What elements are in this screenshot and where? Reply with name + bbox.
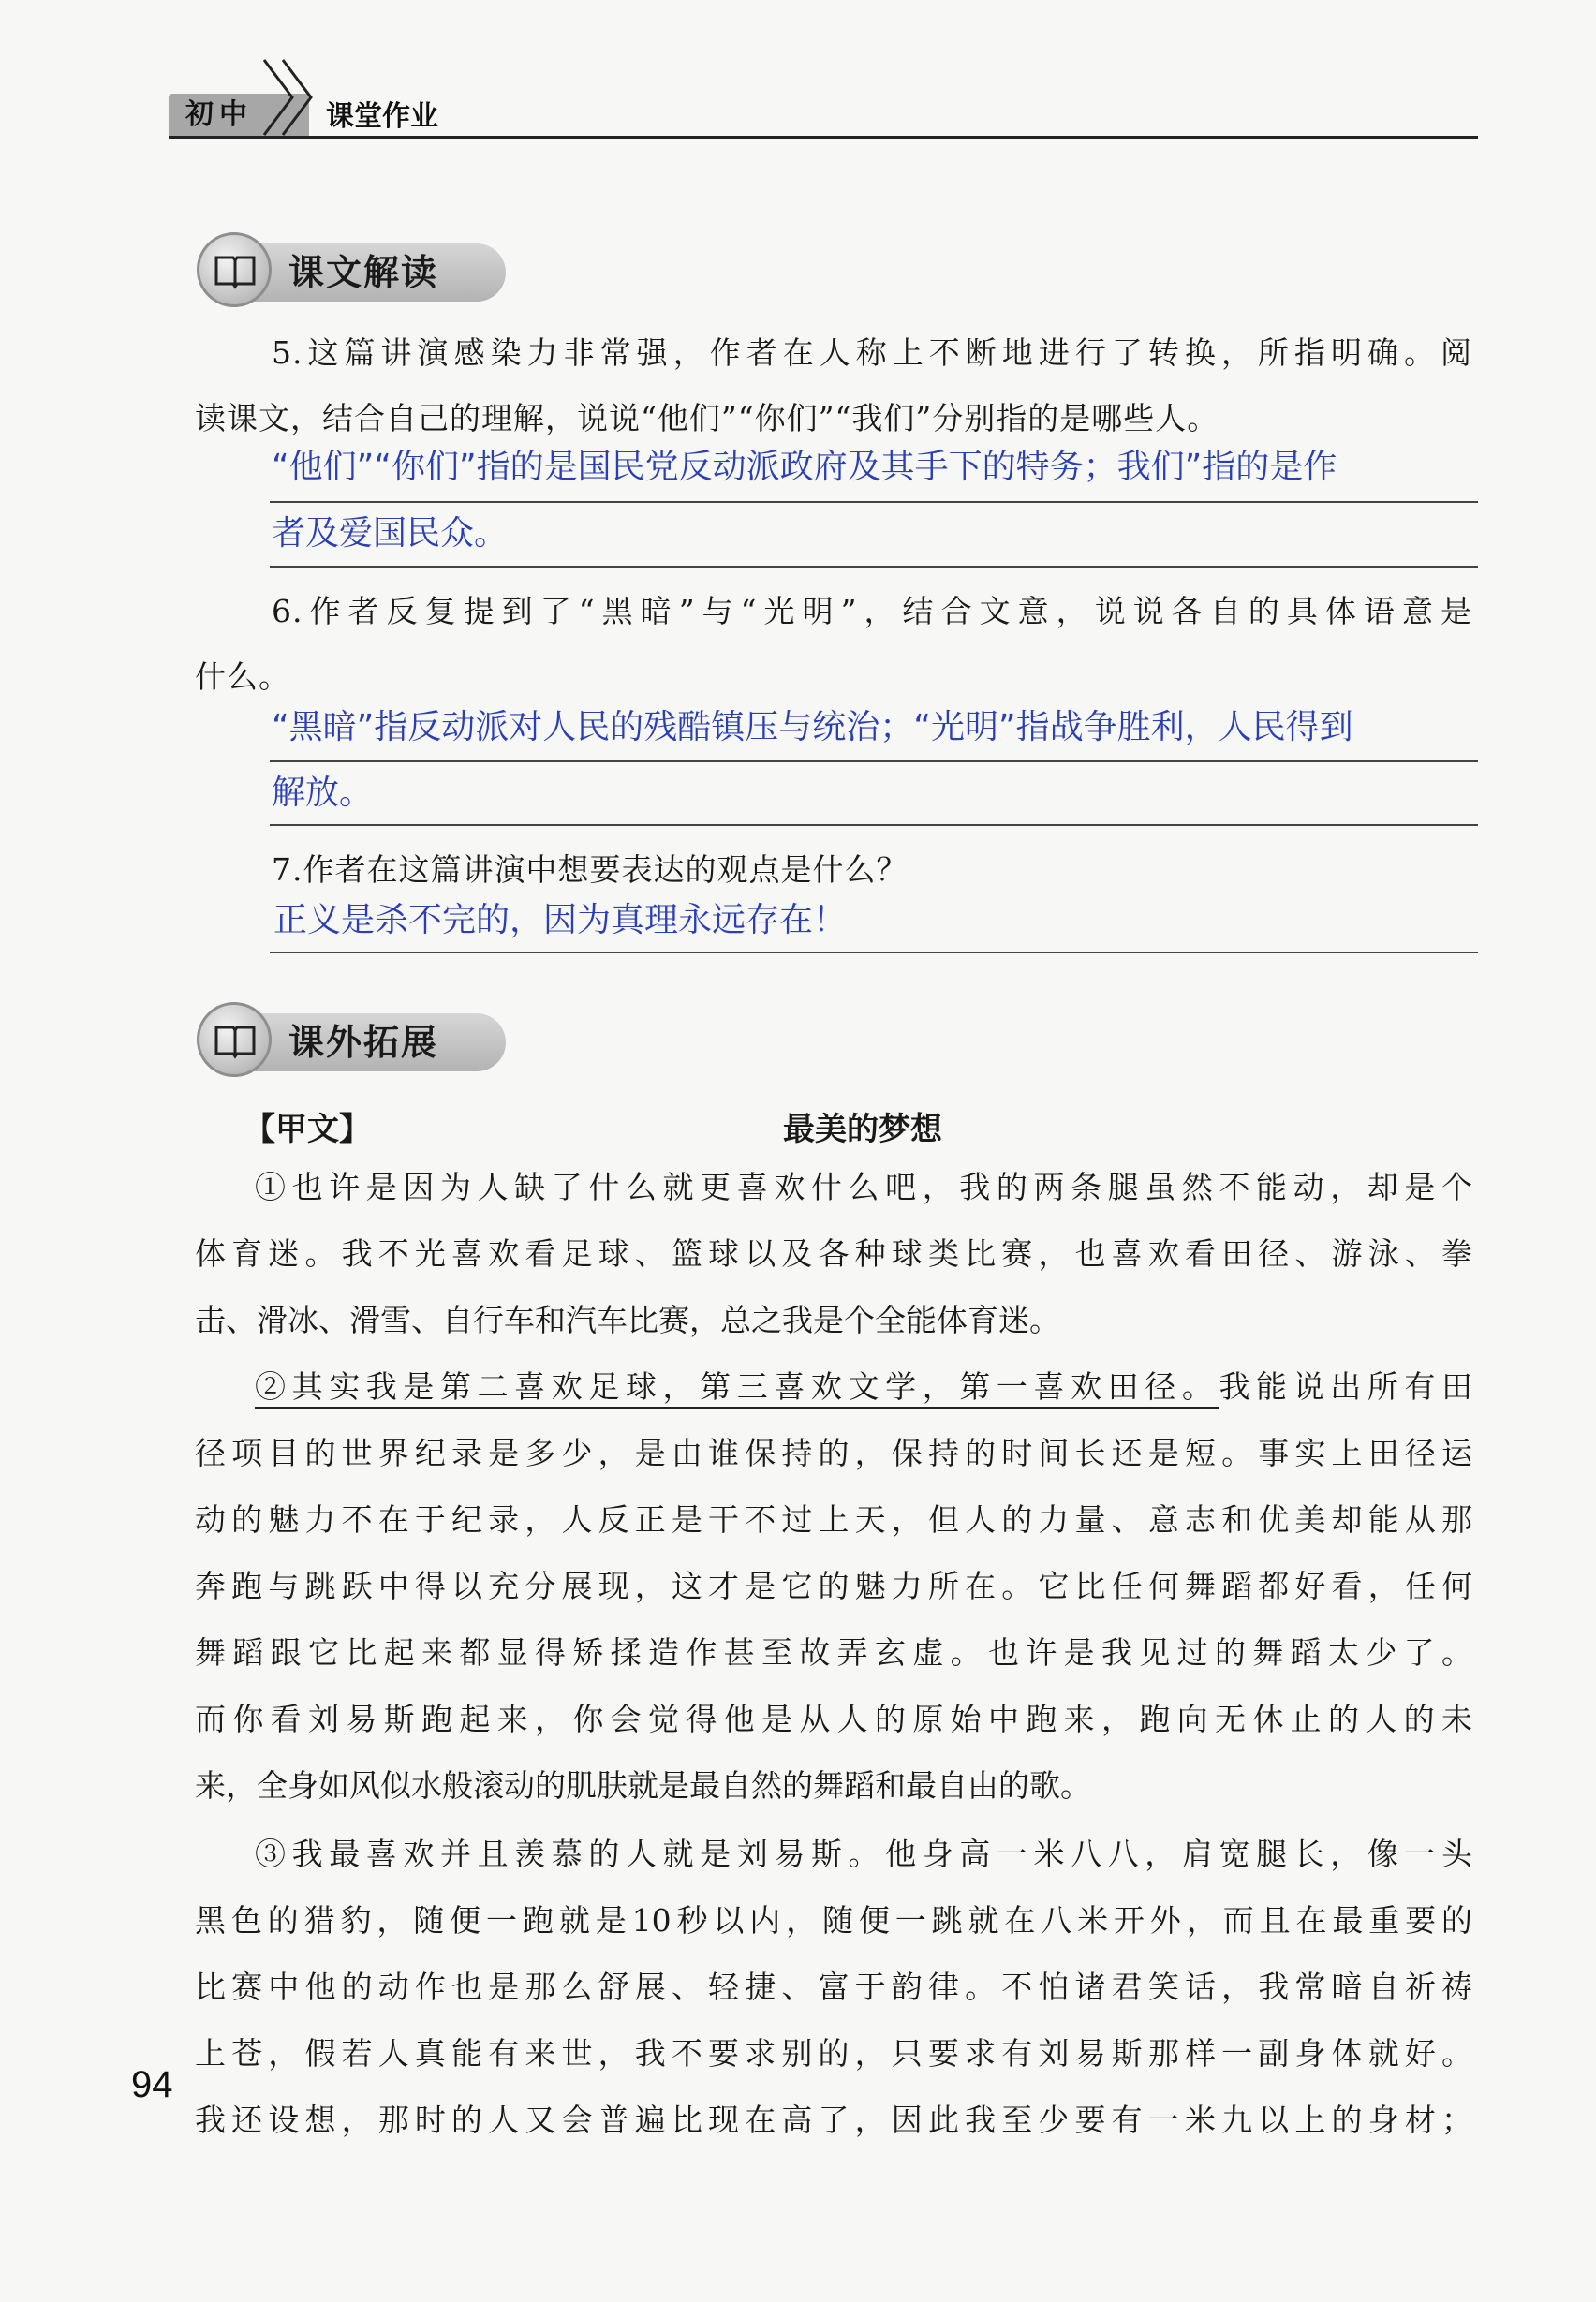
answer-5-line-1[interactable]: “他们”“你们”指的是国民党反动派政府及其手下的特务；我们”指的是作 — [272, 448, 1337, 486]
paragraph-line-tail: 我能说出所有田 — [1219, 1368, 1472, 1405]
essay-title: 最美的梦想 — [783, 1111, 942, 1148]
answer-line-rule — [270, 501, 1478, 503]
answer-6-line-2[interactable]: 解放。 — [272, 774, 374, 812]
header-level-label: 初中 — [185, 98, 253, 131]
paragraph-line: 体育迷。我不光喜欢看足球、篮球以及各种球类比赛，也喜欢看田径、游泳、拳 — [195, 1235, 1472, 1272]
answer-line-rule — [270, 760, 1478, 762]
underlined-sentence: ②其实我是第二喜欢足球，第三喜欢文学，第一喜欢田径。 — [255, 1368, 1219, 1409]
paragraph-line: 击、滑冰、滑雪、自行车和汽车比赛，总之我是个全能体育迷。 — [195, 1302, 1060, 1338]
question-5-line-2: 读课文，结合自己的理解，说说“他们”“你们”“我们”分别指的是哪些人。 — [195, 400, 1219, 436]
section-title-extension: 课外拓展 — [288, 1022, 439, 1063]
paragraph-line: 而你看刘易斯跑起来，你会觉得他是从人的原始中跑来，跑向无休止的人的未 — [195, 1701, 1472, 1737]
question-6-line-1: 6.作者反复提到了“黑暗”与“光明”，结合文意，说说各自的具体语意是 — [272, 593, 1472, 629]
paragraph-line: 径项目的世界纪录是多少，是由谁保持的，保持的时间长还是短。事实上田径运 — [195, 1435, 1472, 1471]
answer-line-rule — [270, 566, 1478, 568]
paragraph-1 — [195, 1154, 1472, 1353]
question-6-line-2: 什么。 — [195, 658, 290, 695]
section-badge-reading — [197, 232, 506, 311]
question-5-line-1: 5.这篇讲演感染力非常强，作者在人称上不断地进行了转换，所指明确。阅 — [272, 334, 1472, 371]
answer-line-rule — [270, 952, 1478, 953]
header-rule — [169, 136, 1478, 139]
header-subtitle: 课堂作业 — [326, 100, 438, 133]
question-7-line-1: 7.作者在这篇讲演中想要表达的观点是什么？ — [272, 851, 909, 888]
answer-6-line-1[interactable]: “黑暗”指反动派对人民的残酷镇压与统治；“光明”指战争胜利，人民得到 — [272, 708, 1353, 746]
paragraph-line: 我还设想，那时的人又会普遍比现在高了，因此我至少要有一米九以上的身材； — [195, 2102, 1472, 2138]
passage-label: 【甲文】 — [244, 1111, 371, 1148]
paragraph-line: ③我最喜欢并且羡慕的人就是刘易斯。他身高一米八八，肩宽腿长，像一头 — [255, 1836, 1472, 1872]
paragraph-line: 奔跑与跳跃中得以充分展现，这才是它的魅力所在。它比任何舞蹈都好看，任何 — [195, 1568, 1472, 1604]
paragraph-line: 上苍，假若人真能有来世，我不要求别的，只要求有刘易斯那样一副身体就好。 — [195, 2035, 1472, 2072]
paragraph-line: 舞蹈跟它比起来都显得矫揉造作甚至故弄玄虚。也许是我见过的舞蹈太少了。 — [195, 1634, 1472, 1671]
answer-line-rule — [270, 824, 1478, 826]
paragraph-line: 来，全身如风似水般滚动的肌肤就是最自然的舞蹈和最自由的歌。 — [195, 1767, 1091, 1804]
paragraph-line: ①也许是因为人缺了什么就更喜欢什么吧，我的两条腿虽然不能动，却是个 — [255, 1169, 1472, 1205]
answer-7-line-1[interactable]: 正义是杀不完的，因为真理永远存在！ — [273, 901, 848, 939]
paragraph-line: 动的魅力不在于纪录，人反正是干不过上天，但人的力量、意志和优美却能从那 — [195, 1501, 1472, 1538]
book-icon — [213, 1022, 258, 1059]
paragraph-3 — [195, 1821, 1472, 2153]
answer-5-line-2[interactable]: 者及爱国民众。 — [272, 514, 509, 553]
paragraph-line: 比赛中他的动作也是那么舒展、轻捷、富于韵律。不怕诸君笑话，我常暗自祈祷 — [195, 1969, 1472, 2005]
double-chevron-icon — [260, 58, 326, 137]
book-icon — [213, 252, 258, 289]
section-title-reading: 课文解读 — [288, 252, 439, 293]
section-badge-extension — [197, 1002, 506, 1081]
paragraph-line — [195, 1353, 1472, 1420]
paragraph-line: 黑色的猎豹，随便一跑就是10秒以内，随便一跳就在八米开外，而且在最重要的 — [195, 1902, 1472, 1939]
page-number: 94 — [131, 2064, 173, 2105]
paragraph-2 — [195, 1353, 1472, 1819]
